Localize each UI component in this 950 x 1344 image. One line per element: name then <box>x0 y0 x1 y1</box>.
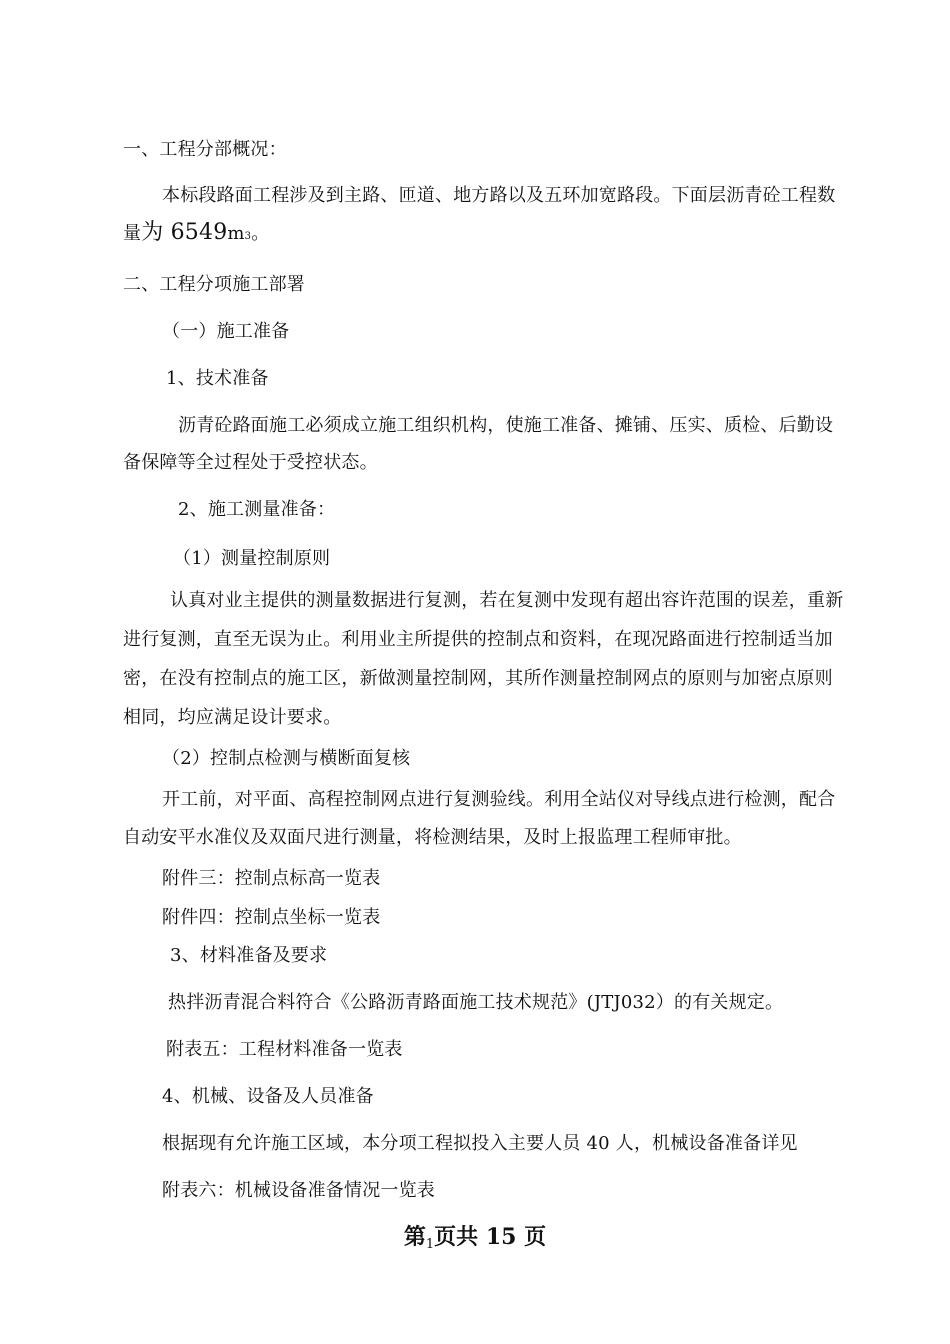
section-heading-overview: 一、工程分部概况： <box>123 139 287 160</box>
text-fragment-end: 。 <box>251 223 270 244</box>
item-heading-equipment: 4、机械、设备及人员准备 <box>162 1086 374 1107</box>
paragraph-overview-line1: 本标段路面工程涉及到主路、匝道、地方路以及五环加宽路段。下面层沥青砼工程数 <box>162 185 836 206</box>
paragraph-survey-line4: 相同，均应满足设计要求。 <box>123 707 342 728</box>
item-heading-technical: 1、技术准备 <box>166 368 269 389</box>
subitem-heading-checkpoint: （2）控制点检测与横断面复核 <box>162 748 411 769</box>
paragraph-overview-line2 <box>123 221 269 249</box>
section-heading-deployment: 二、工程分项施工部署 <box>123 274 305 295</box>
item-heading-survey: 2、施工测量准备： <box>178 499 336 520</box>
paragraph-checkpoint-line1: 开工前，对平面、高程控制网点进行复测验线。利用全站仪对导线点进行检测，配合 <box>162 789 836 810</box>
footer-total: 页共 15 页 <box>434 1224 547 1250</box>
paragraph-technical-line2: 备保障等全过程处于受控状态。 <box>123 452 378 473</box>
unit-text: m <box>227 223 245 244</box>
paragraph-survey-line1: 认真对业主提供的测量数据进行复测，若在复测中发现有超出容许范围的误差，重新 <box>170 590 844 611</box>
paragraph-technical-line1: 沥青砼路面施工必须成立施工组织机构，使施工准备、摊铺、压实、质检、后勤设 <box>178 415 834 436</box>
table-5-reference: 附表五：工程材料准备一览表 <box>166 1039 403 1060</box>
subsection-heading-preparation: （一）施工准备 <box>162 321 290 342</box>
table-6-reference: 附表六：机械设备准备情况一览表 <box>162 1180 435 1201</box>
unit-superscript: 3 <box>244 231 252 242</box>
paragraph-checkpoint-line2: 自动安平水准仪及双面尺进行测量，将检测结果，及时上报监理工程师审批。 <box>123 827 742 848</box>
text-fragment: 量 <box>123 223 142 244</box>
paragraph-materials: 热拌沥青混合料符合《公路沥青路面施工技术规范》(JTJ032）的有关规定。 <box>168 992 784 1013</box>
paragraph-survey-line2: 进行复测，直至无误为止。利用业主所提供的控制点和资料，在现况路面进行控制适当加 <box>123 629 833 650</box>
quantity-value: 为 6549 <box>141 220 228 245</box>
page-footer <box>0 1220 950 1252</box>
footer-prefix: 第 <box>403 1224 426 1250</box>
subitem-heading-survey-principle: （1）测量控制原则 <box>173 548 331 569</box>
item-heading-materials: 3、材料准备及要求 <box>170 945 328 966</box>
attachment-3-reference: 附件三：控制点标高一览表 <box>162 868 381 889</box>
paragraph-equipment: 根据现有允许施工区域，本分项工程拟投入主要人员 40 人，机械设备准备详见 <box>162 1133 798 1154</box>
paragraph-survey-line3: 密，在没有控制点的施工区，新做测量控制网，其所作测量控制网点的原则与加密点原则 <box>123 668 833 689</box>
page-number: 1 <box>425 1237 435 1252</box>
attachment-4-reference: 附件四：控制点坐标一览表 <box>162 907 381 928</box>
